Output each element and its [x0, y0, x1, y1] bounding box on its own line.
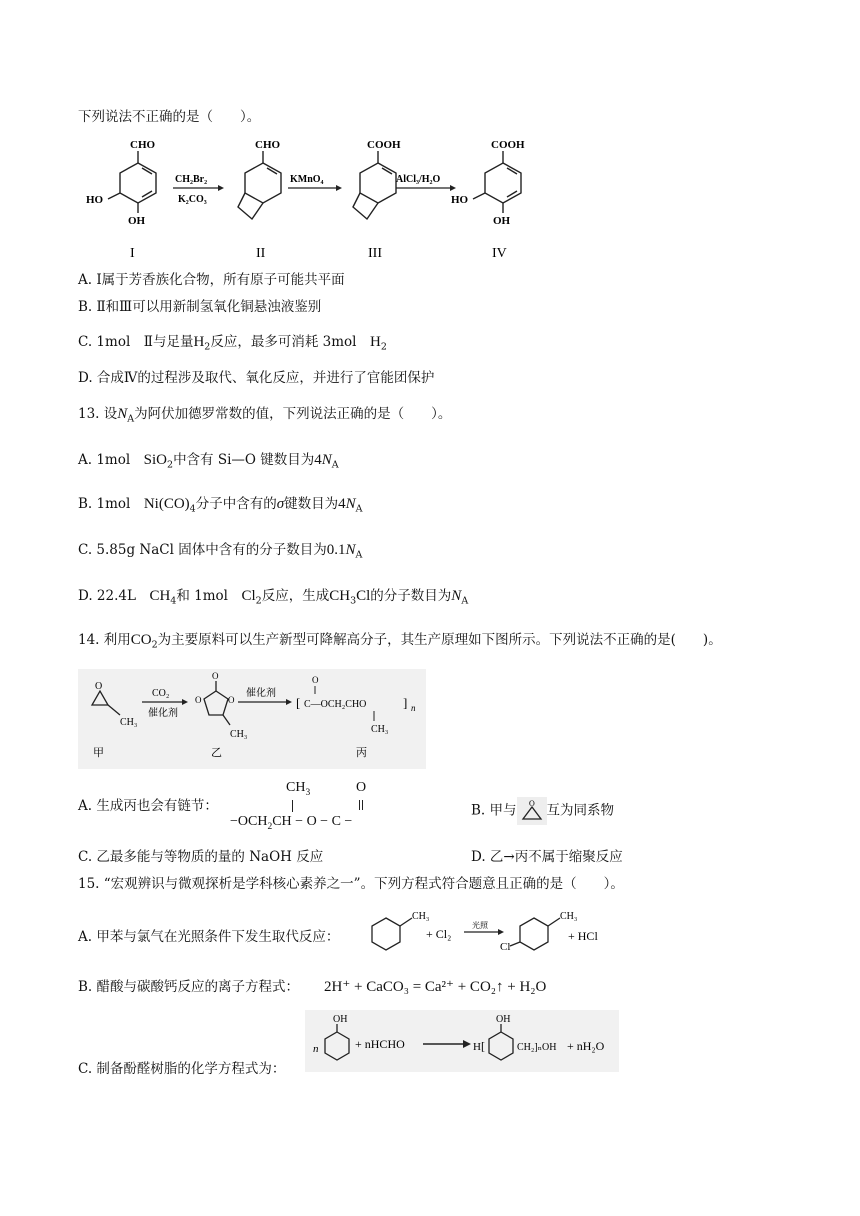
svg-text:CH₃: CH₃	[560, 911, 578, 922]
q13-option-a: A. 1mol SiO$_2$中含有 Si—O 键数目为$4N_A$	[78, 452, 339, 471]
label-II: II	[256, 246, 266, 261]
q13-option-c: C. 5.85g NaCl 固体中含有的分子数目为$0.1N_A$	[78, 542, 363, 561]
q14-option-d: D. 乙→丙不属于缩聚反应	[471, 849, 623, 865]
compound-IV	[473, 151, 521, 213]
reagent-ch2br2: CH₂Br₂	[175, 174, 208, 185]
svg-text:CH₃: CH₃	[412, 911, 430, 922]
svg-text:O: O	[528, 799, 535, 808]
q12-option-a: A. Ⅰ属于芳香族化合物，所有原子可能共平面	[78, 272, 345, 288]
svg-text:+ nHCHO: + nHCHO	[355, 1037, 405, 1051]
q15-option-b-equation: 2H⁺ + CaCO₃ = Ca²⁺ + CO₂↑ + H₂O	[324, 979, 547, 995]
svg-text:CH₃: CH₃	[230, 729, 248, 740]
label-IV: IV	[492, 246, 507, 261]
svg-text:催化剂: 催化剂	[148, 708, 178, 719]
label-jia: 甲	[93, 747, 104, 759]
q15-option-c-label: C. 制备酚醛树脂的化学方程式为：	[78, 1061, 286, 1077]
svg-text:O: O	[312, 675, 319, 685]
q12-cooh-label-2: COOH	[491, 139, 525, 151]
q12-cooh-label: COOH	[367, 139, 401, 151]
svg-text:n: n	[313, 1043, 319, 1055]
svg-text:CH₂]ₙOH: CH₂]ₙOH	[517, 1042, 557, 1053]
q12-option-c: C. 1mol Ⅱ与足量$H_2$反应，最多可消耗 3mol $H_2$	[78, 334, 387, 353]
q15-option-c-equation	[305, 1010, 619, 1072]
q12-option-b: B. Ⅱ和Ⅲ可以用新制氢氧化铜悬浊液鉴别	[78, 299, 322, 315]
svg-text:n: n	[411, 703, 416, 713]
svg-text:O: O	[195, 695, 202, 705]
q14-reaction-scheme	[78, 669, 426, 769]
epoxide-icon	[517, 797, 547, 825]
q14-option-a-label: A. 生成丙也会有链节：	[78, 798, 218, 814]
svg-text:CH₃: CH₃	[120, 717, 138, 728]
reagent-kmno4: KMnO₄	[290, 174, 324, 185]
q15-option-b-label: B. 醋酸与碳酸钙反应的离子方程式：	[78, 979, 300, 995]
svg-text:CH₃: CH₃	[371, 724, 389, 735]
svg-text:]: ]	[403, 695, 408, 710]
q13-option-d: D. 22.4L $CH_4$和 1mol $Cl_2$反应，生成$CH_3Cl$的分子数目为$N_A$	[78, 588, 469, 607]
q15-stem: 15. “宏观辨识与微观探析是学科核心素养之一”。下列方程式符合题意且正确的是（ ）。	[78, 876, 624, 892]
q12-option-d: D. 合成Ⅳ的过程涉及取代、氧化反应，并进行了官能团保护	[78, 370, 435, 386]
q12-ho-label: HO	[86, 194, 104, 206]
q12-reaction-scheme	[78, 135, 538, 265]
svg-text:C—OCH₂CHO: C—OCH₂CHO	[304, 699, 367, 710]
svg-text:O: O	[212, 671, 219, 681]
q12-oh-label: OH	[128, 215, 146, 227]
svg-text:Cl: Cl	[500, 941, 511, 952]
q13-option-b: B. 1mol $Ni(CO)_4$分子中含有的σ键数目为$4N_A$	[78, 496, 363, 515]
svg-text:[: [	[296, 695, 301, 710]
svg-text:O: O	[228, 695, 235, 705]
reagent-k2co3: K₂CO₃	[178, 194, 207, 205]
svg-text:OH: OH	[496, 1014, 511, 1025]
svg-text:CO₂: CO₂	[152, 688, 170, 699]
q15-option-a-equation	[366, 908, 616, 952]
svg-text:+ HCl: + HCl	[568, 929, 598, 943]
q12-ho-label-2: HO	[451, 194, 469, 206]
q15-option-a-label: A. 甲苯与氯气在光照条件下发生取代反应：	[78, 929, 340, 945]
compound-I	[108, 151, 156, 213]
svg-text:[: [	[481, 1039, 485, 1053]
svg-text:+ Cl₂: + Cl₂	[426, 927, 452, 941]
svg-text:H: H	[473, 1041, 481, 1053]
label-bing: 丙	[356, 747, 367, 759]
q13-stem: 13. 设$N_A$为阿伏加德罗常数的值，下列说法正确的是（ ）。	[78, 406, 452, 425]
compound-II	[238, 151, 281, 219]
q12-oh-label-2: OH	[493, 215, 511, 227]
q15-option-c-equation-box	[305, 1010, 619, 1072]
label-I: I	[130, 246, 135, 261]
q12-cho-label: CHO	[130, 139, 156, 151]
svg-text:光照: 光照	[472, 921, 488, 930]
q14-stem: 14. 利用$CO_2$为主要原料可以生产新型可降解高分子，其生产原理如下图所示。下列说法不正确的是( )。	[78, 632, 722, 651]
svg-text:O: O	[95, 681, 103, 692]
compound-III	[353, 151, 396, 219]
q14-option-a-structure: $CH_3$ O $-OCH_2CH - O - C$ −	[230, 780, 367, 832]
svg-text:OH: OH	[333, 1014, 348, 1025]
q14-option-c: C. 乙最多能与等物质的量的 NaOH 反应	[78, 849, 324, 865]
q12-stem: 下列说法不正确的是（ ）。	[78, 109, 261, 125]
label-yi: 乙	[211, 747, 222, 759]
svg-text:催化剂: 催化剂	[246, 688, 276, 699]
svg-text:+ nH₂O: + nH₂O	[567, 1039, 605, 1053]
q14-scheme-box	[78, 669, 426, 769]
reagent-alcl3: AlCl₃/H₂O	[396, 174, 441, 185]
label-III: III	[368, 246, 382, 261]
q14-option-b: B. 甲与 O 互为同系物	[471, 797, 614, 825]
q12-cho-label-2: CHO	[255, 139, 281, 151]
